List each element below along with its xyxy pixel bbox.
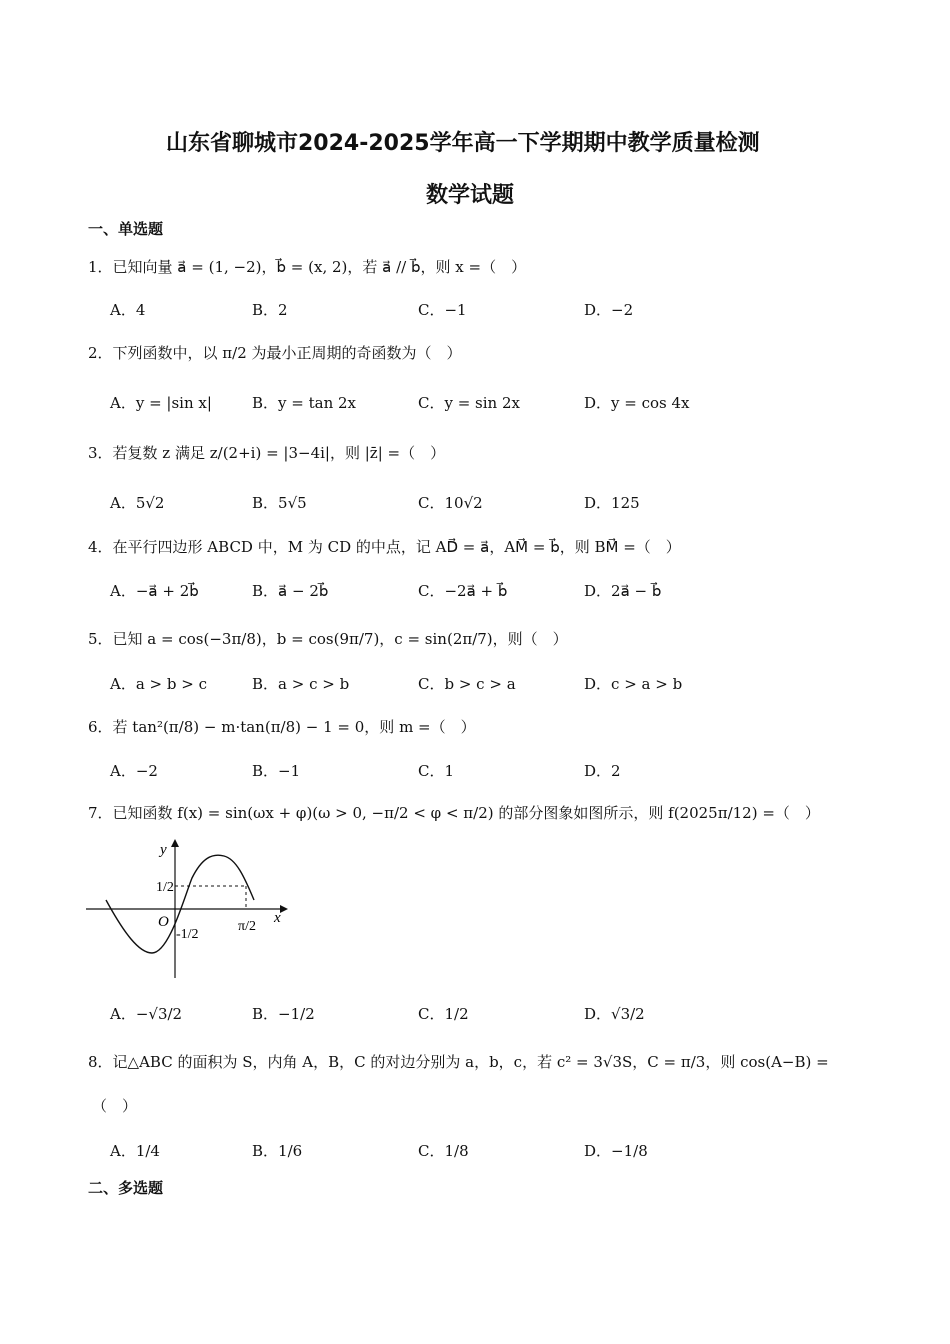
question-1-stem: 1．已知向量 a⃗ = (1, −2)，b⃗ = (x, 2)，若 a⃗ // b⃗，则 x =（ ） (88, 258, 527, 276)
question-3-option-a: A．5√2 (110, 494, 165, 512)
question-5-option-c: C．b > c > a (418, 675, 516, 693)
y-tick-label: 1/2 (156, 880, 174, 895)
question-6-option-a: A．−2 (110, 762, 158, 780)
y-tick-negative-label: -1/2 (176, 927, 199, 942)
question-3-stem: 3．若复数 z 满足 z/(2+i) = |3−4i|，则 |z̄| =（ ） (88, 444, 446, 462)
question-5-option-a: A．a > b > c (110, 675, 207, 693)
question-6-option-d: D．2 (584, 762, 621, 780)
question-2-option-a: A．y = |sin x| (110, 394, 212, 412)
section-heading-multiple-choice: 二、多选题 (88, 1179, 164, 1197)
question-5-option-d: D．c > a > b (584, 675, 683, 693)
question-8-stem: 8．记△ABC 的面积为 S，内角 A，B，C 的对边分别为 a，b，c，若 c² = 3√3S，C = π/3，则 cos(A−B) = (88, 1053, 829, 1071)
question-1-option-a: A．4 (110, 301, 146, 319)
question-8-option-d: D．−1/8 (584, 1142, 648, 1160)
y-axis-arrow-icon (171, 839, 179, 847)
question-7-option-b: B．−1/2 (252, 1005, 315, 1023)
function-graph-figure (84, 838, 294, 983)
y-axis-label: y (160, 842, 167, 858)
question-4-option-c: C．−2a⃗ + b⃗ (418, 582, 508, 600)
question-7-option-a: A．−√3/2 (110, 1005, 183, 1023)
question-3-option-b: B．5√5 (252, 494, 307, 512)
question-5-stem: 5．已知 a = cos(−3π/8)，b = cos(9π/7)，c = sin(2π/7)，则（ ） (88, 630, 568, 648)
question-8-option-c: C．1/8 (418, 1142, 469, 1160)
question-5-option-b: B．a > c > b (252, 675, 350, 693)
question-6-option-b: B．−1 (252, 762, 301, 780)
question-6-option-c: C．1 (418, 762, 455, 780)
question-7-stem: 7．已知函数 f(x) = sin(ωx + φ)(ω > 0, −π/2 < φ < π/2) 的部分图象如图所示，则 f(2025π/12) =（ ） (88, 804, 820, 822)
question-6-stem: 6．若 tan²(π/8) − m·tan(π/8) − 1 = 0，则 m =（ ） (88, 718, 476, 736)
question-4-option-a: A．−a⃗ + 2b⃗ (110, 582, 199, 600)
question-4-stem: 4．在平行四边形 ABCD 中，M 为 CD 的中点，记 AD⃗ = a⃗，AM⃗ = b⃗，则 BM⃗ =（ ） (88, 538, 681, 556)
question-3-option-d: D．125 (584, 494, 640, 512)
question-2-option-c: C．y = sin 2x (418, 394, 520, 412)
question-2-option-d: D．y = cos 4x (584, 394, 690, 412)
x-tick-label: π/2 (238, 919, 256, 934)
question-1-option-d: D．−2 (584, 301, 634, 319)
question-1-option-b: B．2 (252, 301, 288, 319)
question-7-option-c: C．1/2 (418, 1005, 469, 1023)
question-3-option-c: C．10√2 (418, 494, 483, 512)
origin-label: O (158, 914, 169, 930)
section-heading-single-choice: 一、单选题 (88, 220, 164, 238)
question-1-option-c: C．−1 (418, 301, 467, 319)
page-subtitle: 数学试题 (426, 183, 515, 208)
question-8-option-b: B．1/6 (252, 1142, 303, 1160)
question-8-stem-continuation: （ ） (92, 1097, 138, 1115)
x-axis-arrow-icon (280, 905, 288, 913)
page-title: 山东省聊城市2024-2025学年高一下学期期中教学质量检测 (166, 131, 760, 156)
x-axis-label: x (274, 910, 281, 926)
question-2-option-b: B．y = tan 2x (252, 394, 357, 412)
question-4-option-d: D．2a⃗ − b⃗ (584, 582, 662, 600)
question-4-option-b: B．a⃗ − 2b⃗ (252, 582, 329, 600)
question-2-stem: 2．下列函数中，以 π/2 为最小正周期的奇函数为（ ） (88, 344, 462, 362)
question-8-option-a: A．1/4 (110, 1142, 160, 1160)
question-7-option-d: D．√3/2 (584, 1005, 645, 1023)
